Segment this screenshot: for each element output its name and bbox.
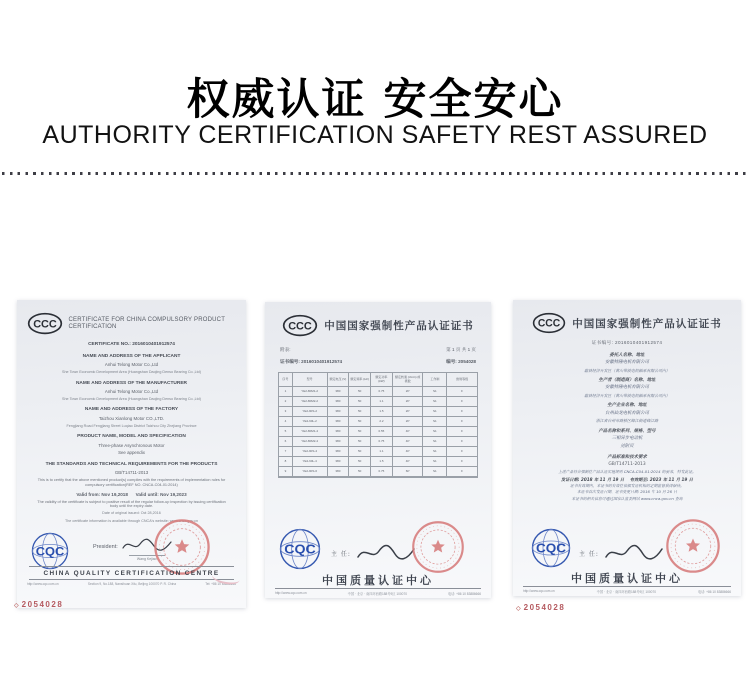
product-spec-table [278, 372, 478, 478]
dotted-divider [2, 172, 748, 175]
ccc-logo-icon [27, 312, 63, 335]
table-cell: 0.75 [371, 387, 393, 397]
table-cell: F [447, 397, 477, 407]
cert-text-line: She Town Economic Development Area (Huangshan Daojing Denso Bearing Co.,Ltd) [62, 396, 201, 401]
table-row [279, 387, 477, 397]
signature-icon [355, 542, 417, 564]
cert-text-line: PRODUCT NAME, MODEL AND SPECIFICATION [77, 434, 186, 440]
cqc-logo-icon [531, 528, 571, 568]
table-cell: 0.75 [371, 437, 393, 447]
director-label: 主 任: [331, 550, 351, 558]
table-cell: 380 [328, 407, 350, 417]
table-cell: 1 [279, 387, 293, 397]
table-header-cell: 型号 [293, 373, 328, 387]
table-cell: 2P [393, 397, 424, 407]
cert-text-line: 安徽特隆电机有限公司 [605, 385, 649, 391]
cert-text-line: 歙县经济开发区（黄山带波电机轴承有限公司内） [584, 392, 670, 398]
director-block [579, 542, 665, 564]
ccc-logo-icon [282, 314, 318, 337]
table-cell: 380 [328, 397, 350, 407]
certificate-left [17, 300, 246, 608]
table-cell: S1 [423, 437, 447, 447]
table-cell: 50 [349, 467, 371, 477]
cert-text-line: 证书有效期内，本证书的有效性依据发证机构的定期监督获得保持。 [570, 482, 684, 488]
cert-text-line: 产品标准和技术要求 [607, 454, 647, 460]
certificate-number: 证书编号: 2016010401912574 [591, 340, 663, 345]
cert-text-line: GB/T14711-2013 [114, 470, 149, 476]
table-row [279, 407, 477, 417]
signature-icon [603, 542, 665, 564]
table-cell: S1 [423, 407, 447, 417]
table-cell: 6P [393, 467, 424, 477]
table-cell: 9 [279, 467, 293, 477]
table-cell: 50 [349, 397, 371, 407]
table-cell: S1 [423, 467, 447, 477]
certification-centre-name: 中国质量认证中心 [571, 572, 683, 585]
svg-text:CCC: CCC [288, 320, 313, 333]
cert-text-line: 三相异步电动机 [611, 436, 643, 442]
table-cell: F [447, 437, 477, 447]
table-cell: YE2-90S-6 [293, 467, 328, 477]
svg-text:CQC: CQC [536, 541, 566, 556]
certificate-right-header [513, 300, 741, 334]
page-subtitle: AUTHORITY CERTIFICATION SAFETY REST ASSURED [42, 121, 708, 149]
table-cell: 50 [349, 437, 371, 447]
table-header-cell: 额定转速 (r/min) 或极数 [393, 373, 424, 387]
certificate-number-row [265, 359, 491, 365]
cqc-logo-icon [279, 528, 321, 570]
diamond-icon: ◇ [516, 606, 521, 612]
table-row [279, 427, 477, 437]
cert-text-line: 生产者（制造商）名称、地址 [598, 377, 656, 383]
cert-text-line: 台州仙龙电机有限公司 [605, 410, 649, 416]
table-cell: S1 [423, 457, 447, 467]
president-label: President: [93, 544, 118, 550]
table-row [279, 417, 477, 427]
cert-text-line: CERTIFICATE NO.: 2016010401912574 [88, 342, 175, 347]
table-cell: F [447, 457, 477, 467]
table-cell: 380 [328, 457, 350, 467]
svg-text:CQC: CQC [284, 541, 317, 557]
cert-text-line: Taizhou Xianlong Motor CO.,LTD. [98, 415, 165, 421]
table-cell: 1.5 [371, 457, 393, 467]
cert-text-line: She Town Economic Development Area (Huangshan Daojing Denso Bearing Co.,Ltd) [62, 370, 201, 375]
serial-number-right: ◇ 2054028 [516, 603, 566, 612]
table-cell: 0.55 [371, 427, 393, 437]
cert-text-line: 产品名称和系列、规格、型号 [598, 428, 656, 434]
certificate-middle [265, 302, 491, 598]
director-block [331, 542, 417, 564]
certificate-footer [523, 586, 731, 594]
cert-text-line: 发证日期: 2018 年 11 月 19 日 有效期至: 2023 年 11 月 19 日 [561, 476, 693, 482]
cert-text-line: NAME AND ADDRESS OF THE APPLICANT [82, 353, 181, 359]
certificate-text-lines [17, 340, 246, 523]
red-seal-stamp-icon [665, 518, 721, 574]
table-cell: 380 [328, 437, 350, 447]
table-cell: 4P [393, 447, 424, 457]
ccc-logo-icon [532, 312, 566, 334]
table-cell: YE2-80M2-4 [293, 437, 328, 447]
cert-text-line: 上述产品符合强制性产品认证实施规则 CNCA-C04-01:2014 的要求，特发此证。 [558, 468, 696, 474]
president-name: Wang Kejiao [129, 555, 165, 561]
table-cell: 380 [328, 467, 350, 477]
cert-text-line: Anhui Telong Motor Co.,Ltd [104, 389, 159, 395]
footer-address: Section 9, No.188, Nansihuan Xilu, Beijing 100070 P. R. China [87, 582, 177, 586]
table-cell: 50 [349, 427, 371, 437]
table-cell: F [447, 417, 477, 427]
table-cell: 7 [279, 447, 293, 457]
certificate-title: 中国国家强制性产品认证证书 [572, 317, 722, 330]
table-cell: F [447, 447, 477, 457]
footer-url: http://www.cqc.com.cn [27, 582, 59, 586]
table-cell: YE2-90S-2 [293, 407, 328, 417]
table-cell: 380 [328, 417, 350, 427]
certificate-footer [275, 588, 481, 596]
table-cell: YE2-90L-2 [293, 417, 328, 427]
footer-tel: Tel: +86 10 83886666 [205, 582, 236, 586]
cert-text-line: 浙江省台州市路桥区峰江街道峰江路 [595, 418, 659, 424]
table-header-cell: 额定电压 (V) [328, 373, 350, 387]
table-header-cell: 序号 [279, 373, 293, 387]
cert-text-line: Anhui Telong Motor Co.,Ltd [104, 362, 159, 368]
director-label: 主 任: [579, 550, 599, 558]
certificate-text-lines [513, 349, 741, 502]
cert-text-line: THE STANDARDS AND TECHNICAL REQUIREMENTS FOR THE PRODUCTS [45, 461, 218, 467]
table-cell: 50 [349, 407, 371, 417]
table-header-row [279, 373, 477, 387]
cert-text-line: 见附页 [620, 443, 634, 449]
table-cell: 2P [393, 407, 424, 417]
svg-text:CQC: CQC [35, 544, 65, 559]
table-cell: 1.1 [371, 447, 393, 457]
table-row [279, 437, 477, 447]
table-cell: S1 [423, 417, 447, 427]
table-row [279, 457, 477, 467]
cert-text-line: 安徽特隆电机有限公司 [605, 360, 649, 366]
appendix-label: 附表: [280, 347, 291, 352]
table-header-cell: 工作制 [423, 373, 447, 387]
table-row [279, 467, 477, 477]
cert-text-line: This is to certify that the above mentioned product(s) complies with the requirements of implementation rules for compulsory certification(REF NO. CNCA-C04-01:2014) [37, 478, 226, 487]
table-cell: 3 [279, 407, 293, 417]
table-cell: 50 [349, 387, 371, 397]
table-cell: 4 [279, 417, 293, 427]
diamond-icon: ◇ [14, 603, 19, 609]
cqc-logo-icon [31, 532, 69, 570]
table-cell: 4P [393, 427, 424, 437]
cert-text-line: The certificate information is available through CNCA's website: www.cnca.gov.cn [64, 518, 199, 523]
table-cell: S1 [423, 447, 447, 457]
footer-address: 中国 · 北京 · 南四环西路188号9区 100070 [596, 590, 656, 594]
cert-text-line: NAME AND ADDRESS OF THE MANUFACTURER [75, 380, 188, 386]
table-row [279, 397, 477, 407]
certificate-title: 中国国家强制性产品认证证书 [324, 320, 474, 332]
cert-text-line: Date of original issued: Oct 28,2016 [102, 511, 161, 516]
table-cell: 2 [279, 397, 293, 407]
footer-url: http://www.cqc.com.cn [523, 589, 555, 593]
footer-address: 中国 · 北京 · 南四环西路188号9区 100070 [347, 592, 407, 596]
certificate-left-header [17, 300, 246, 335]
table-cell: YE2-90S-4 [293, 447, 328, 457]
footer-tel: 电话: +86 10 83886666 [697, 590, 731, 594]
table-cell: 1.1 [371, 397, 393, 407]
cert-text-line: 生产企业名称、地址 [607, 403, 647, 409]
certification-centre-name: 中国质量认证中心 [322, 574, 434, 587]
table-header-cell: 绝缘等级 [447, 373, 477, 387]
appendix-serial-number: 编号: 2054028 [446, 359, 476, 364]
table-cell: 380 [328, 427, 350, 437]
table-cell: 4P [393, 457, 424, 467]
certificate-right [513, 300, 741, 596]
cert-text-line: 委托人名称、地址 [609, 352, 645, 358]
cert-text-line: See appendix [118, 450, 145, 456]
table-cell: YE2-90L-4 [293, 457, 328, 467]
table-cell: 4P [393, 437, 424, 447]
table-cell: F [447, 467, 477, 477]
table-row [279, 447, 477, 457]
page-title: 权威认证 安全安心 [186, 75, 564, 125]
certificate-number: 证书编号: 2016010401912574 [280, 359, 343, 364]
table-cell: YE2-80M1-2 [293, 387, 328, 397]
page-indicator: 第 1 页 共 1 页 [446, 347, 476, 352]
table-cell: 1.5 [371, 407, 393, 417]
table-cell: S1 [423, 397, 447, 407]
table-cell: 50 [349, 417, 371, 427]
certification-centre-name: CHINA QUALITY CERTIFICATION CENTRE [29, 566, 234, 580]
certificate-middle-header [265, 302, 491, 337]
certificate-footer [27, 582, 236, 586]
table-cell: 2P [393, 387, 424, 397]
table-cell: 5 [279, 427, 293, 437]
cert-text-line: 本证书首次发证日期、证书变更日期: 2016 年 10 月 26 日 [577, 489, 677, 495]
table-header-cell: 额定频率 (Hz) [349, 373, 371, 387]
cert-text-line: 歙县经济开发区（黄山带波电机轴承有限公司内） [584, 367, 670, 373]
cert-text-line: Fengjiang Road Fengjiang Street Luqiao District Taizhou City Zhejiang Province [66, 423, 197, 428]
cert-text-line: Three-phase Asynchronous Motor [98, 442, 165, 448]
table-cell: 0.75 [371, 467, 393, 477]
table-cell: 2P [393, 417, 424, 427]
cert-text-line: 本证书的相关信息可通过国家认监委网站 www.cnca.gov.cn 查询 [571, 496, 683, 502]
table-cell: F [447, 427, 477, 437]
footer-url: http://www.cqc.com.cn [275, 591, 307, 595]
table-cell: 8 [279, 457, 293, 467]
cert-text-line: The validity of the certificate is subject to positive result of the regular follow-up inspection by issuing certification body until the expiry date. [37, 499, 226, 509]
cert-text-line: NAME AND ADDRESS OF THE FACTORY [84, 407, 179, 413]
red-seal-stamp-icon [411, 520, 465, 574]
svg-text:CCC: CCC [538, 317, 561, 330]
cert-text-line: GB/T14711-2013 [608, 462, 646, 468]
table-cell: F [447, 407, 477, 417]
certificate-title: CERTIFICATE FOR CHINA COMPULSORY PRODUCT CERTIFICATION [68, 316, 225, 330]
table-cell: YE2-80M1-4 [293, 427, 328, 437]
appendix-row [265, 347, 491, 353]
table-cell: 50 [349, 447, 371, 457]
footer-tel: 电话: +86 10 83886666 [447, 592, 481, 596]
table-cell: 50 [349, 457, 371, 467]
svg-text:CCC: CCC [32, 318, 57, 331]
table-header-cell: 额定功率 (kW) [371, 373, 393, 387]
table-cell: 380 [328, 387, 350, 397]
table-cell: 2.2 [371, 417, 393, 427]
table-cell: YE2-80M2-2 [293, 397, 328, 407]
table-cell: 6 [279, 437, 293, 447]
table-cell: 380 [328, 447, 350, 457]
cert-text-line: Valid from: Nov 19,2018 Valid until: Nov 19,2023 [76, 491, 187, 497]
table-cell: S1 [423, 427, 447, 437]
serial-number-left: ◇ 2054028 [14, 600, 64, 609]
table-body [279, 387, 477, 477]
table-cell: F [447, 387, 477, 397]
table-cell: S1 [423, 387, 447, 397]
